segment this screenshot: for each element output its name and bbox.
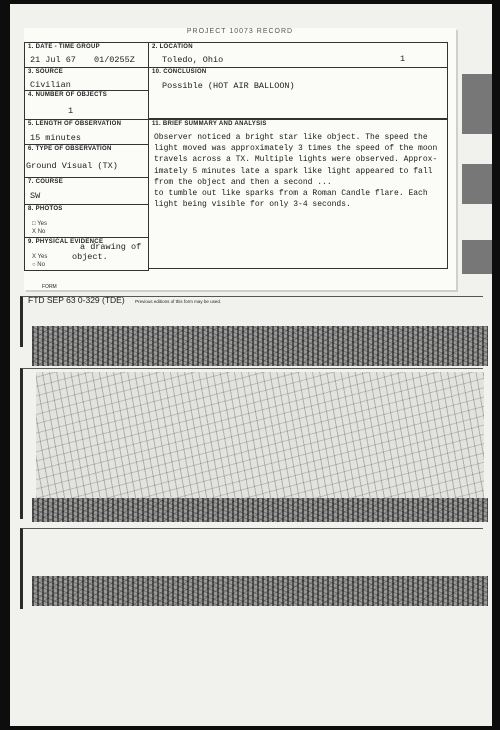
location-value: Toledo, Ohio <box>162 55 224 65</box>
right-edge-strip <box>462 164 492 204</box>
evidence-label: 9. PHYSICAL EVIDENCE <box>28 239 104 245</box>
evidence-yes-option <box>32 254 47 260</box>
evidence-yes-mark: X <box>32 254 37 260</box>
photos-yes-label: Yes <box>37 221 47 227</box>
document-page <box>10 4 492 726</box>
time-value: 01/0255Z <box>94 55 135 65</box>
conclusion-value: Possible (HOT AIR BALLOON) <box>162 81 295 91</box>
summary-line: imately 5 minutes late a spark like light appeared to fall <box>154 166 433 176</box>
photos-no-mark: X <box>32 229 37 235</box>
course-value: SW <box>30 191 41 201</box>
evidence-value-line-2: object. <box>72 252 108 262</box>
source-label: 3. SOURCE <box>28 69 64 75</box>
summary-line: light being visible for only 3-4 seconds. <box>154 200 351 210</box>
type-value: Ground Visual (TX) <box>26 161 118 171</box>
length-value: 15 minutes <box>30 133 82 143</box>
summary-text <box>154 132 437 210</box>
form-title: PROJECT 10073 RECORD <box>186 28 294 35</box>
location-mark: 1 <box>400 54 406 64</box>
summary-label: 11. BRIEF SUMMARY AND ANALYSIS <box>152 121 267 127</box>
photos-label: 8. PHOTOS <box>28 206 63 212</box>
summary-line: travels across a TX. Multiple lights were observed. Approx- <box>154 155 438 165</box>
date-value: 21 Jul 67 <box>30 55 76 65</box>
form-word: FORM <box>42 284 57 290</box>
evidence-value-line-1: a drawing of <box>80 242 142 252</box>
photos-no-option <box>32 229 45 235</box>
conclusion-label: 10. CONCLUSION <box>152 69 207 75</box>
evidence-yes-label: Yes <box>37 254 48 260</box>
location-label: 2. LOCATION <box>152 44 193 50</box>
right-edge-strip <box>462 240 492 274</box>
objects-value: 1 <box>68 106 74 116</box>
record-form <box>24 28 456 290</box>
type-label: 6. TYPE OF OBSERVATION <box>28 146 112 152</box>
previous-edition-note: Previous editions of this form may be used. <box>135 299 222 304</box>
source-value: Civilian <box>30 80 71 90</box>
scan-noise-band <box>32 498 488 522</box>
summary-line: Observer noticed a bright star like object. The speed the <box>154 133 428 142</box>
course-label: 7. COURSE <box>28 179 64 185</box>
right-edge-strip <box>462 74 492 134</box>
scan-noise-band <box>32 326 488 366</box>
scan-noise-band <box>32 576 488 606</box>
length-label: 5. LENGTH OF OBSERVATION <box>28 121 122 127</box>
summary-line: to tumble out like sparks from a Roman Candle flare. Each <box>154 189 428 199</box>
objects-label: 4. NUMBER OF OBJECTS <box>28 92 108 98</box>
date-label: 1. DATE - TIME GROUP <box>28 44 100 50</box>
summary-line: light moved was approximately 3 times the speed of the moon <box>154 144 438 154</box>
summary-line: from the object and then a second ... <box>154 177 332 187</box>
form-id: FTD SEP 63 0-329 (TDE) <box>28 295 125 305</box>
evidence-no-label: No <box>37 262 45 268</box>
photos-no-label: No <box>37 229 46 235</box>
photos-yes-option: □ Yes <box>32 221 47 227</box>
evidence-no-option: ○ No <box>32 262 45 268</box>
scan-noise-area <box>36 372 484 500</box>
